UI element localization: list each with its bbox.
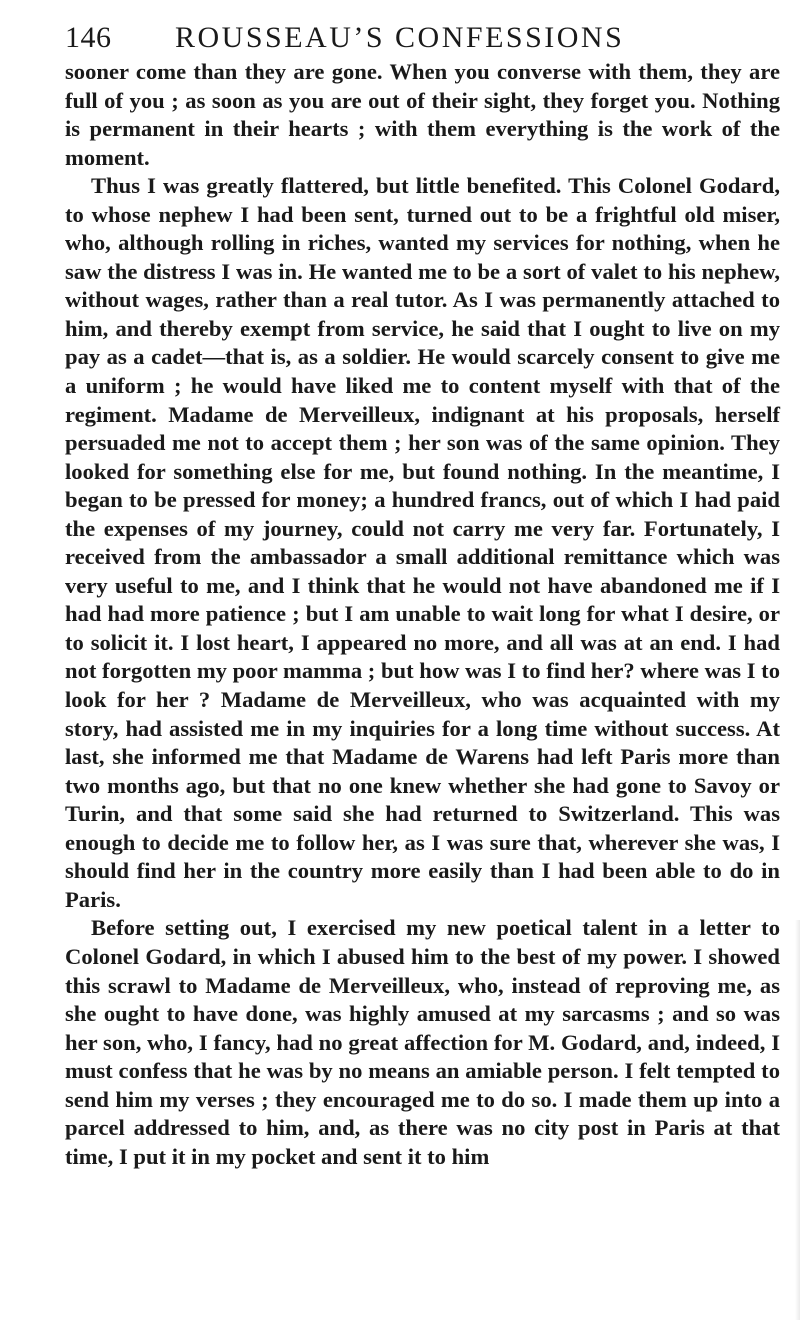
running-head <box>65 16 780 60</box>
page-edge-shadow <box>795 920 800 1320</box>
paragraph-continued: sooner come than they are gone. When you converse with them, they are full of you ; as soon as you are out of their sight, they forget you. Nothing is permanent in their hearts ; with them everything is the work of the moment. <box>65 59 780 170</box>
page-number: 146 <box>65 21 112 54</box>
paragraph: Before setting out, I exercised my new poetical talent in a letter to Colonel Godard, in which I abused him to the best of my power. I showed this scrawl to Madame de Merveilleux, who, instead of reproving me, as she ought to have done, was highly amused at my sarcasms ; and so was her son, who, I fancy, had no great affection for M. Godard, and, indeed, I must confess that he was by no means an amiable person. I felt tempted to send him my verses ; they encouraged me to do so. I made them up into a parcel addressed to him, and, as there was no city post in Paris at that time, I put it in my pocket and sent it to him <box>65 915 780 1169</box>
paragraph: Thus I was greatly flattered, but little benefited. This Colonel Godard, to whose nephew I had been sent, turned out to be a frightful old miser, who, although rolling in riches, wanted my services for nothing, when he saw the distress I was in. He wanted me to be a sort of valet to his nephew, without wages, rather than a real tutor. As I was permanently attached to him, and thereby exempt from service, he said that I ought to live on my pay as a cadet—that is, as a soldier. He would scarcely consent to give me a uniform ; he would have liked me to content myself with that of the regiment. Madame de Merveilleux, indignant at his proposals, herself persuaded me not to accept them ; her son was of the same opinion. They looked for something else for me, but found nothing. In the meantime, I began to be pressed for money; a hundred francs, out of which I had paid the expenses of my journey, could not carry me very far. Fortunately, I received from the ambassador a small additional remittance which was very useful to me, and I think that he would not have abandoned me if I had had more patience ; but I am unable to wait long for what I desire, or to solicit it. I lost heart, I appeared no more, and all was at an end. I had not forgotten my poor mamma ; but how was I to find her? where was I to look for her ? Madame de Merveilleux, who was acquainted with my story, had assisted me in my inquiries for a long time without success. At last, she informed me that Madame de Warens had left Paris more than two months ago, but that no one knew whether she had gone to Savoy or Turin, and that some said she had returned to Switzerland. This was enough to decide me to follow her, as I was sure that, wherever she was, I should find her in the country more easily than I had been able to do in Paris. <box>65 173 780 912</box>
body-text <box>65 58 780 1171</box>
book-title: ROUSSEAU’S CONFESSIONS <box>175 21 625 54</box>
